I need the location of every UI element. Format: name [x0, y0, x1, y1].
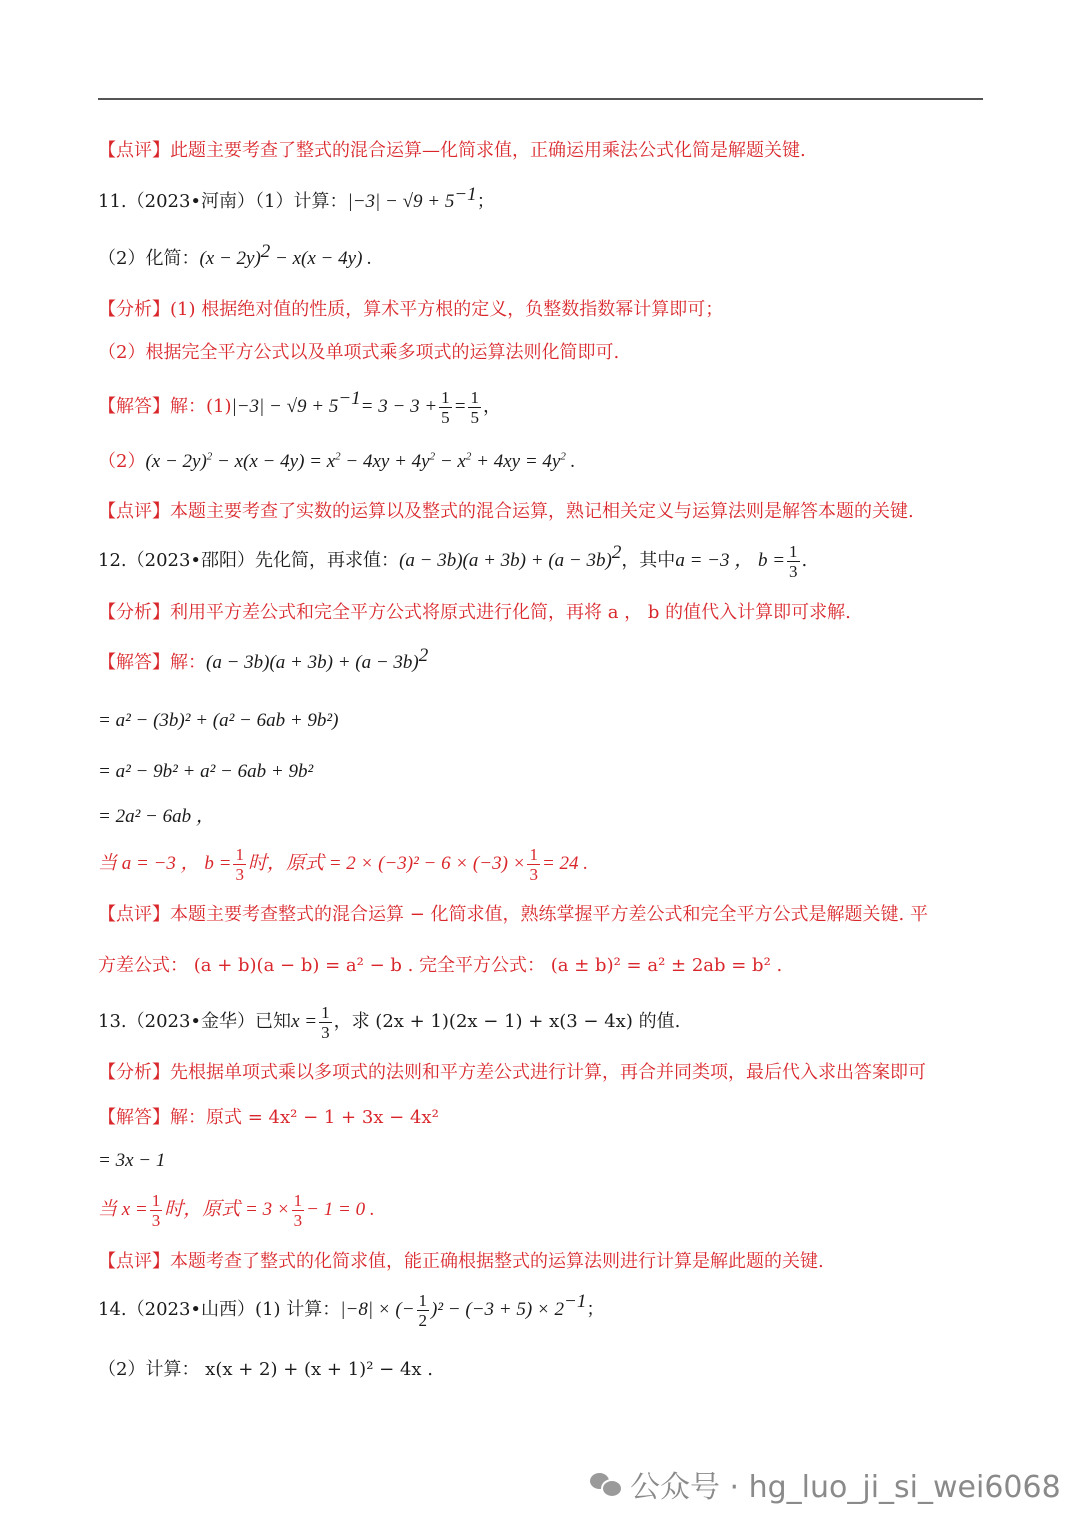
q14-heading: 14.（2023•山西）(1) 计算：	[98, 1299, 341, 1320]
comment-11: 【点评】本题主要考查了实数的运算以及整式的混合运算，熟记相关定义与运算法则是解答本题的关键.	[98, 501, 914, 522]
solution-11-part2-expr	[145, 451, 575, 472]
solution-11-expr: |−3| − √9 + 5	[231, 396, 339, 417]
exponent: 2	[429, 450, 436, 463]
q12-expr: (a − 3b)(a + 3b) + (a − 3b)	[399, 550, 612, 571]
solution-12-step1: = a² − (3b)² + (a² − 6ab + 9b²)	[98, 710, 339, 731]
solution-12-step3: = 2a² − 6ab ，	[98, 806, 215, 827]
q12-mid: ，其中	[621, 550, 676, 571]
solution-12-step2: = a² − 9b² + a² − 6ab + 9b²	[98, 761, 314, 782]
fraction: $\frac{1}{3}$	[235, 844, 244, 884]
q11-part2-expr-a: (x − 2y)	[199, 248, 261, 269]
punct: ；	[586, 1299, 605, 1320]
punct: ，	[482, 396, 501, 417]
fraction: $\frac{1}{5}$	[470, 387, 479, 427]
question-13	[98, 1000, 680, 1044]
exponent: 2	[465, 450, 472, 463]
solution-11-a: 【解答】解：(1) |−3| − √9 + 5 $^{-1}$ = 3 − 3 + $\frac{1}{5}$ = $\frac{1}{5}$ ，	[98, 387, 501, 427]
fraction: $\frac{1}{3}$	[293, 1190, 303, 1230]
substitute-cond: 当 x =	[98, 1199, 148, 1220]
question-12: 12.（2023•邵阳）先化简，再求值： (a − 3b)(a + 3b) + (a − 3b) $^2$ ，其中 a = −3 ， b = $\frac{1}{3}$ .	[98, 541, 808, 581]
question-11-part2	[98, 241, 372, 271]
solution-12-expr: (a − 3b)(a + 3b) + (a − 3b)	[206, 652, 419, 673]
question-14: 14.（2023•山西）(1) 计算： |−8| × (− $\frac{1}{2}$ )² − (−3 + 5) × 2 $^{-1}$ ；	[98, 1290, 605, 1330]
solution-12-substitute	[98, 842, 588, 886]
analysis-11-b: （2）根据完全平方公式以及单项式乘多项式的运算法则化简即可.	[98, 342, 620, 363]
expr-segment: − 4xy + 4y	[340, 451, 430, 472]
fraction: $\frac{1}{3}$	[789, 541, 798, 581]
q12-condition: a = −3 ， b =	[675, 550, 786, 571]
watermark-text: 公众号 · hg_luo_ji_si_wei6068	[630, 1470, 1061, 1505]
fraction: $\frac{1}{3}$	[151, 1190, 161, 1230]
substitute-result: = 24 .	[541, 853, 589, 874]
fraction: $\frac{1}{3}$	[529, 844, 538, 884]
solution-13: 【解答】解：原式 = 4x² − 1 + 3x − 4x²	[98, 1107, 439, 1128]
solution-12-label: 【解答】解：	[98, 652, 206, 673]
substitute-expr: 时，原式 = 3 ×	[164, 1199, 290, 1220]
analysis-13: 【分析】先根据单项式乘以多项式的法则和平方差公式进行计算，再合并同类项，最后代入求出答案即可	[98, 1062, 926, 1083]
q11-heading: 11.（2023•河南）（1）计算：	[98, 191, 348, 212]
solution-11-step: = 3 − 3 +	[360, 396, 438, 417]
exponent: 2	[206, 450, 213, 463]
watermark	[590, 1462, 1061, 1506]
analysis-11-a: 【分析】(1) 根据绝对值的性质，算术平方根的定义，负整数指数幂计算即可；	[98, 299, 724, 320]
expr-segment: + 4xy = 4y	[471, 451, 561, 472]
solution-13-substitute	[98, 1188, 375, 1232]
expr-segment: .	[565, 451, 576, 472]
fraction: $\frac{1}{2}$	[418, 1290, 428, 1330]
q13-heading: 13.（2023•金华）已知	[98, 1011, 292, 1032]
comment-12-a: 【点评】本题主要考查整式的混合运算 − 化简求值，熟练掌握平方差公式和完全平方公式是解题关键. 平	[98, 904, 928, 925]
analysis-12: 【分析】利用平方差公式和完全平方公式将原式进行化简，再将 a ， b 的值代入计算即可求解.	[98, 602, 851, 623]
equals: =	[453, 396, 467, 417]
comment-13: 【点评】本题考查了整式的化简求值，能正确根据整式的运算法则进行计算是解此题的关键.	[98, 1251, 824, 1272]
expr-segment: (x − 2y)	[145, 451, 207, 472]
q11-exponent: −1	[454, 184, 477, 205]
q13-rest: ，求 (2x + 1)(2x − 1) + x(3 − 4x) 的值.	[333, 1011, 681, 1032]
fraction: $\frac{1}{3}$	[321, 1002, 330, 1042]
exponent: 2	[335, 450, 341, 463]
q11-expr: |−3| − √9 + 5	[347, 191, 455, 212]
solution-11-label: 【解答】解：(1)	[98, 396, 232, 417]
q11-part2-expr-b: − x(x − 4y) .	[270, 248, 372, 269]
question-11	[98, 184, 495, 214]
substitute-result: − 1 = 0 .	[306, 1199, 375, 1220]
punct: .	[801, 550, 808, 571]
solution-13-step1: = 3x − 1	[98, 1150, 166, 1171]
question-14-part2: （2）计算： x(x + 2) + (x + 1)² − 4x .	[98, 1359, 433, 1380]
q11-part2-exp: 2	[260, 241, 271, 262]
solution-11-part2-label: （2）	[98, 451, 146, 472]
exponent: 2	[560, 450, 566, 463]
solution-11-b	[98, 450, 575, 474]
solution-12	[98, 645, 429, 675]
wechat-icon	[590, 1471, 620, 1497]
header-rule	[98, 98, 983, 100]
q11-part2-label: （2）化简：	[98, 248, 200, 269]
substitute-expr: 时，原式 = 2 × (−3)² − 6 × (−3) ×	[247, 853, 526, 874]
q14-expr-a: |−8| × (−	[340, 1299, 415, 1320]
q12-heading: 12.（2023•邵阳）先化简，再求值：	[98, 550, 400, 571]
q14-expr-b: )² − (−3 + 5) × 2	[431, 1299, 564, 1320]
expr-segment: − x(x − 4y) = x	[212, 451, 336, 472]
comment-12-b: 方差公式： (a + b)(a − b) = a² − b . 完全平方公式： (a ± b)² = a² ± 2ab = b² .	[98, 955, 783, 976]
fraction: $\frac{1}{5}$	[441, 387, 450, 427]
substitute-cond: 当 a = −3 ， b =	[98, 853, 232, 874]
q11-punct: ；	[476, 191, 495, 212]
solution-12-exp: 2	[418, 645, 429, 666]
q13-x: x =	[291, 1011, 318, 1032]
expr-segment: − x	[435, 451, 466, 472]
comment-10: 【点评】此题主要考查了整式的混合运算—化简求值，正确运用乘法公式化简是解题关键.	[98, 140, 806, 161]
